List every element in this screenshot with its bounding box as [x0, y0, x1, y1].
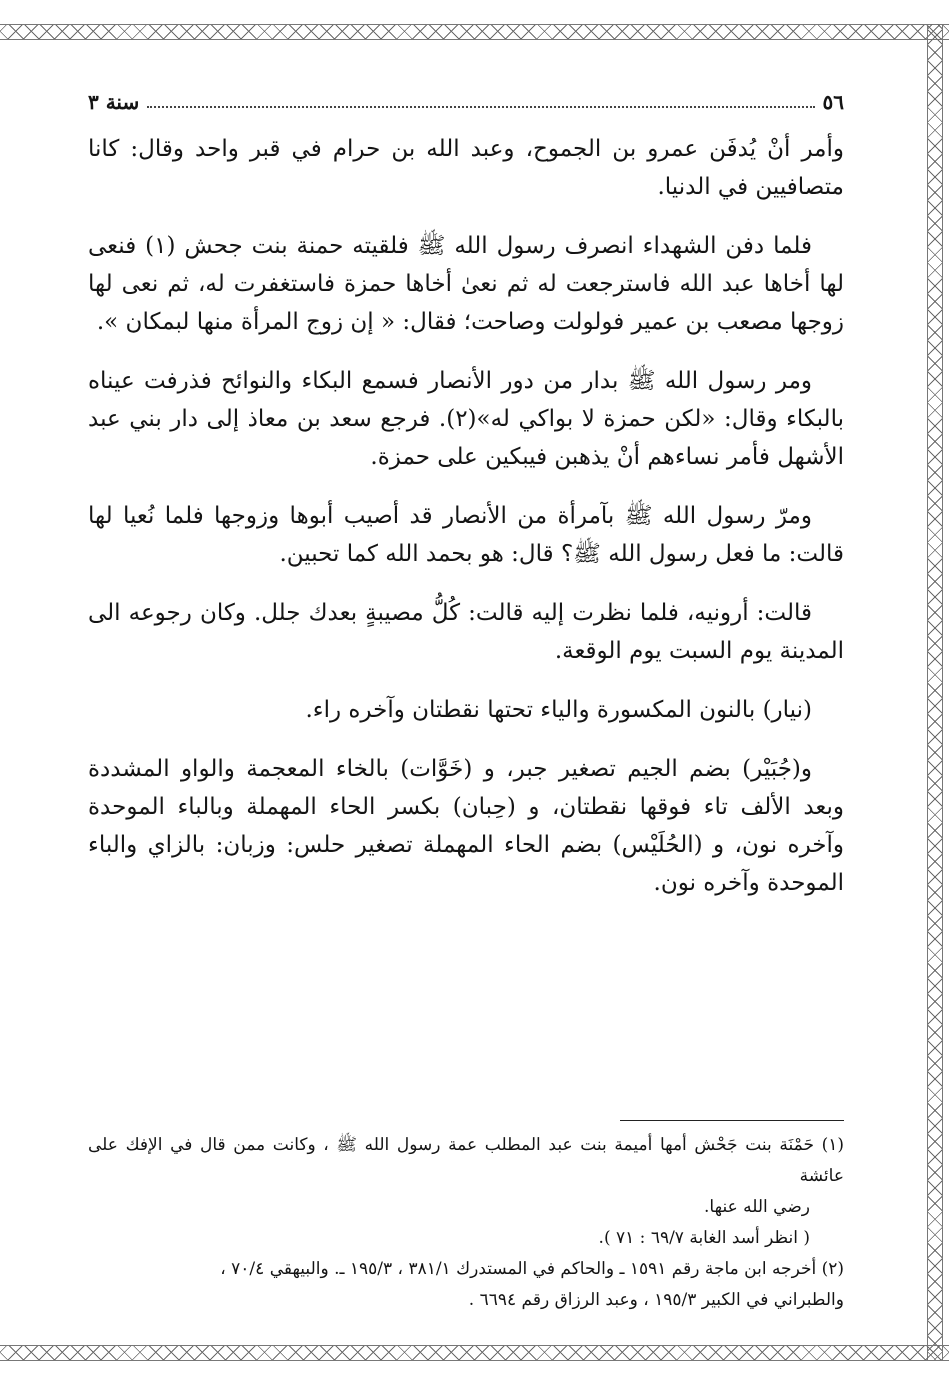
paragraph-5: قالت: أرونيه، فلما نظرت إليه قالت: كُلُّ مصيبةٍ بعدك جلل. وكان رجوعه الى المدينة يوم السبت يوم الوقعة.	[88, 600, 844, 664]
running-title: سنة ٣	[88, 90, 140, 114]
footnote-2-line-1: (٢) أخرجه ابن ماجة رقم ١٥٩١ ـ والحاكم في المستدرك ٣٨١/١ ، ١٩٥/٣ ـ. والبيهقي ٧٠/٤ ،	[220, 1259, 844, 1279]
footnote-1-line-3: ( انظر أسد الغابة ٦٩/٧ : ٧١ ).	[598, 1228, 810, 1248]
right-ornament-border	[927, 24, 943, 1360]
paragraph-7: و(جُبَيْر) بضم الجيم تصغير جبر، و (خَوَّات) بالخاء المعجمة والواو المشددة وبعد الألف تاء فوقها نقطتان، و (حِبان) بكسر الحاء المهملة وبالباء الموحدة وآخره نون، و (الحُلَيْس) بضم الحاء المهملة تصغير حلس: وزبان: بالزاي والباء الموحدة وآخره نون.	[88, 756, 844, 896]
footnotes	[88, 1130, 844, 1316]
header-dotted-leader	[147, 96, 814, 108]
page-body	[88, 90, 844, 923]
footnote-2-line-2: والطبراني في الكبير ١٩٥/٣ ، وعبد الرزاق رقم ٦٦٩٤ .	[468, 1290, 844, 1310]
footnote-1-line-1: (١) حَمْنَة بنت جَحْش أمها أميمة بنت عبد المطلب عمة رسول الله ﷺ ، وكانت ممن قال في الإفك على عائشة	[88, 1135, 844, 1186]
paragraph-4: ومرّ رسول الله ﷺ بآمرأة من الأنصار قد أصيب أبوها وزوجها فلما نُعيا لها قالت: ما فعل رسول الله ﷺ؟ قال: هو بحمد الله كما تحبين.	[88, 503, 844, 567]
paragraph-6: (نيار) بالنون المكسورة والياء تحتها نقطتان وآخره راء.	[305, 697, 812, 723]
paragraph-3: ومر رسول الله ﷺ بدار من دور الأنصار فسمع البكاء والنوائح فذرفت عيناه بالبكاء وقال: «لكن حمزة لا بواكي له»(٢). فرجع سعد بن معاذ إلى دار بني عبد الأشهل فأمر نساءهم أنْ يذهبن فيبكين على حمزة.	[88, 368, 844, 470]
page-number: ٥٦	[822, 90, 844, 114]
paragraph-2: فلما دفن الشهداء انصرف رسول الله ﷺ فلقيته حمنة بنت جحش (١) فنعى لها أخاها عبد الله فاسترجعت له ثم نعىٰ أخاها حمزة فاستغفرت له، ثم نعى لها زوجها مصعب بن عمير فولولت وصاحت؛ فقال: « إن زوج المرأة منها لبمكان ».	[88, 233, 844, 335]
paragraph-1: وأمر أنْ يُدفَن عمرو بن الجموح، وعبد الله بن حرام في قبر واحد وقال: كانا متصافيين في الدنيا.	[88, 136, 844, 200]
bottom-ornament-border	[0, 1345, 949, 1361]
top-ornament-border	[0, 24, 949, 40]
footnote-1-line-2: رضي الله عنها.	[704, 1197, 810, 1217]
page-header	[88, 90, 844, 114]
footnote-separator	[620, 1120, 844, 1121]
